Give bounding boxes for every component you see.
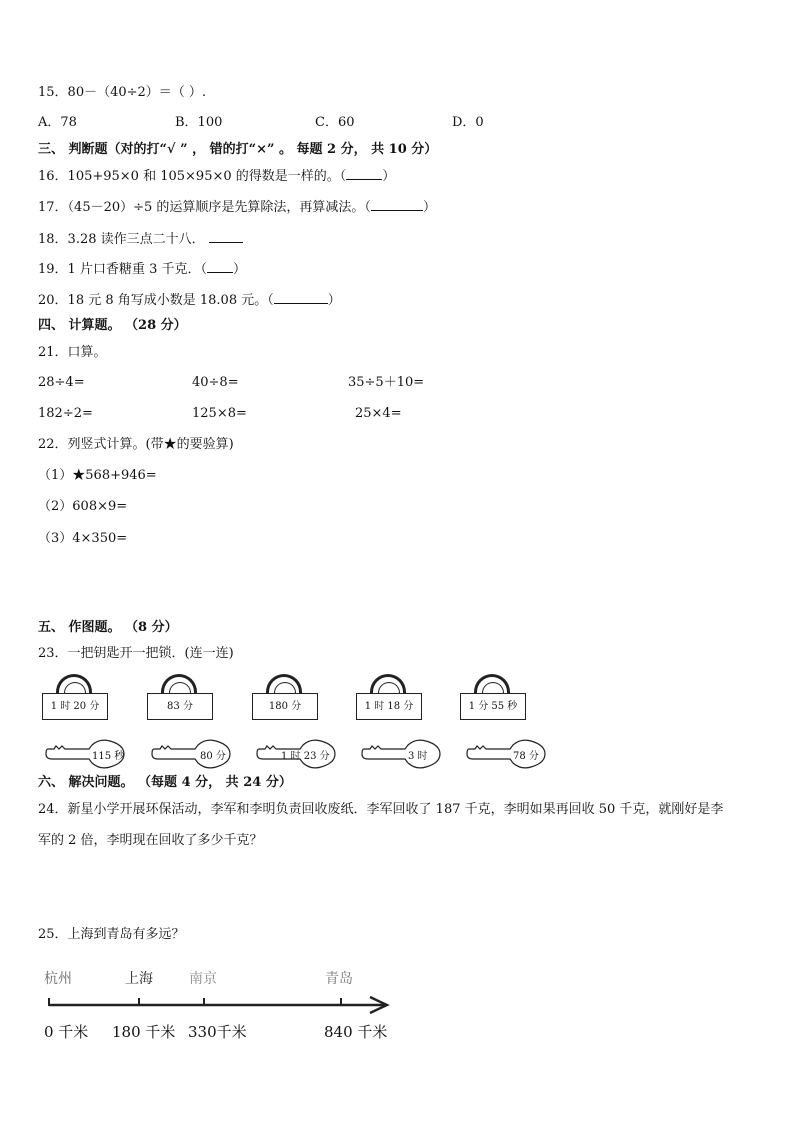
lock-label: 1 分 55 秒 [460,693,526,720]
lock-label: 1 时 20 分 [42,693,108,720]
lock[interactable] [42,674,110,722]
place-qingdao: 青岛 [325,971,353,987]
q16-close: ） [382,169,396,184]
key-label: 1 时 23 分 [281,751,330,762]
key-label: 3 时 [408,751,428,762]
key[interactable] [44,737,126,771]
key[interactable] [360,737,442,771]
lock[interactable] [460,674,528,722]
q17-text: 17．（45－20）÷5 的运算顺序是先算除法，再算减法。（ [38,200,371,215]
q17 [38,199,436,216]
place-nanjing: 南京 [189,971,217,987]
q15-option-c: C．60 [315,115,355,130]
q20-text: 20．18 元 8 角写成小数是 18.08 元。（ [38,293,274,308]
q15-stem: 15．80－（40÷2）＝（ ）. [38,85,207,100]
q18-text: 18．3.28 读作三点二十八． [38,232,205,247]
lock[interactable] [252,674,320,722]
q17-close: ） [422,200,436,215]
q16-text: 16．105+95×0 和 105×95×0 的得数是一样的。（ [38,169,347,184]
q21-stem: 21．口算。 [38,345,107,360]
q21-item: 35÷5＋10= [348,375,425,390]
section-4-title: 四、 计算题。 （28 分） [38,318,187,333]
lock-label: 180 分 [252,693,318,720]
key-label: 78 分 [513,751,539,762]
q22-item: （1）★568+946= [38,468,157,483]
q15-option-a: A．78 [38,115,77,130]
distance-hangzhou: 0 千米 [44,1023,89,1041]
place-hangzhou: 杭州 [44,971,72,987]
key[interactable] [255,737,337,771]
distance-shanghai: 180 千米 [112,1023,176,1041]
distance-line-arrow [40,994,392,1018]
key-icon [360,737,442,771]
distance-nanjing: 330千米 [188,1023,247,1041]
q23-stem: 23．一把钥匙开一把锁．(连一连) [38,646,234,661]
key[interactable] [465,737,547,771]
q17-blank[interactable] [371,199,423,211]
q21-item: 125×8= [192,406,247,421]
section-5-title: 五、 作图题。 （8 分） [38,620,178,635]
q19 [38,261,246,278]
q16-blank[interactable] [346,168,382,180]
q20-close: ） [327,293,341,308]
key-label: 115 秒 [92,751,125,762]
q22-item: （2）608×9= [38,499,128,514]
q19-blank[interactable] [207,261,233,273]
q15-option-b: B．100 [175,115,223,130]
q19-text: 19．1 片口香糖重 3 千克．（ [38,262,207,277]
q20 [38,292,341,309]
lock[interactable] [147,674,215,722]
q22-item: （3）4×350= [38,531,128,546]
q24-line-1: 24．新星小学开展环保活动，李军和李明负责回收废纸．李军回收了 187 千克，李明如果再回收 50 千克，就刚好是李 [38,802,724,817]
lock-label: 83 分 [147,693,213,720]
q22-stem: 22．列竖式计算。(带★的要验算) [38,437,234,452]
key-label: 80 分 [200,751,226,762]
q21-item: 182÷2= [38,406,93,421]
q16 [38,168,395,185]
lock-label: 1 时 18 分 [356,693,422,720]
q20-blank[interactable] [274,292,328,304]
q21-item: 25×4= [355,406,402,421]
distance-qingdao: 840 千米 [324,1023,388,1041]
key[interactable] [150,737,232,771]
q18-blank[interactable] [209,231,243,243]
section-3-title: 三、 判断题（对的打“√ ” ， 错的打“×” 。 每题 2 分， 共 10 分） [38,142,438,157]
place-shanghai: 上海 [125,971,153,987]
q15-option-d: D．0 [452,115,484,130]
q25-stem: 25．上海到青岛有多远？ [38,927,185,942]
q18 [38,231,243,248]
q24-line-2: 军的 2 倍，李明现在回收了多少千克？ [38,833,263,848]
q21-item: 28÷4= [38,375,85,390]
section-6-title: 六、 解决问题。 （每题 4 分， 共 24 分） [38,775,292,790]
q21-item: 40÷8= [192,375,239,390]
lock[interactable] [356,674,424,722]
q19-close: ） [232,262,246,277]
